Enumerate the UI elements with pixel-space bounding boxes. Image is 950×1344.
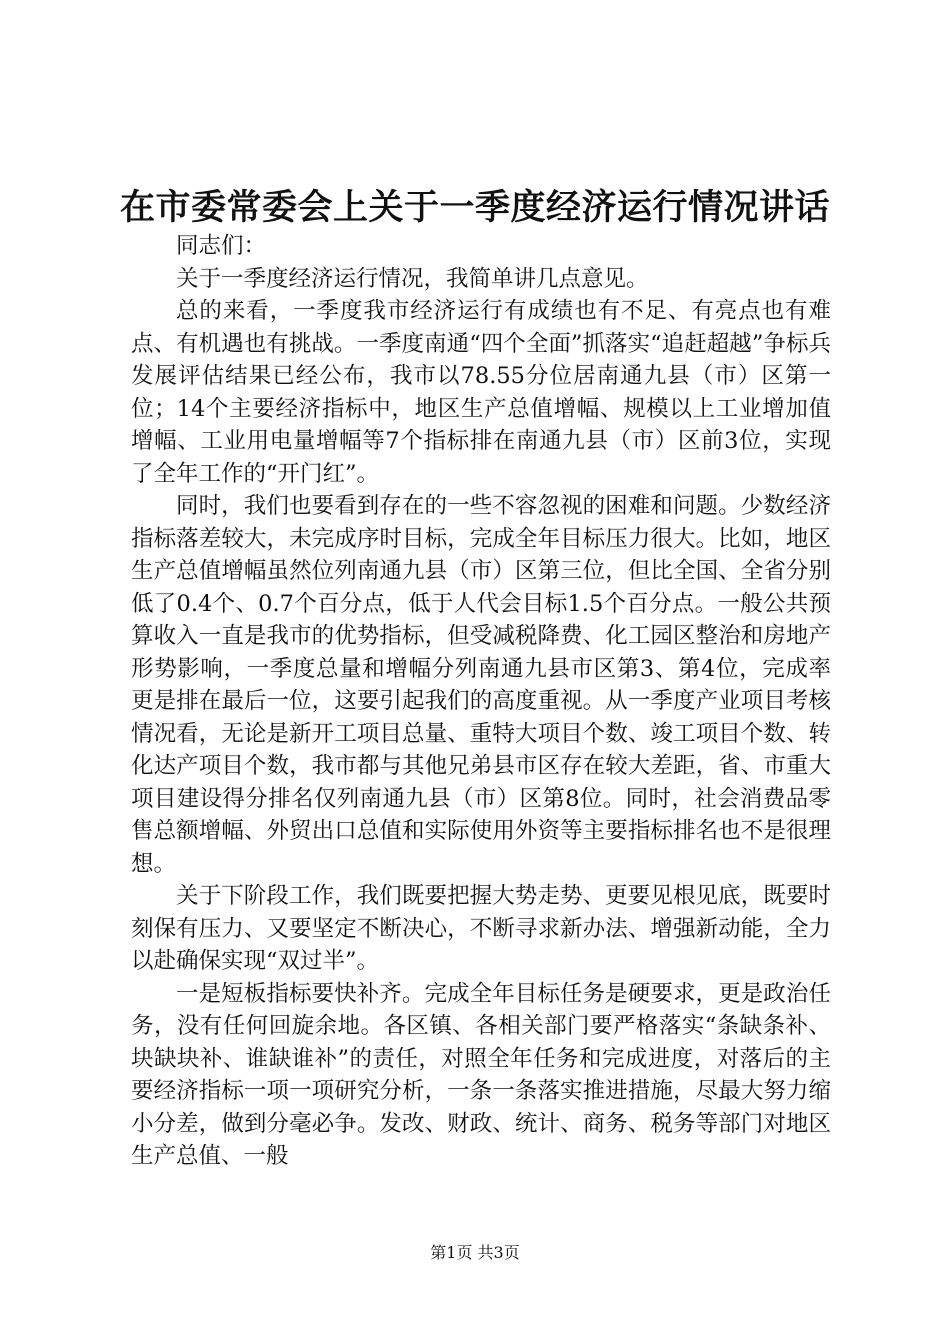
document-body (131, 230, 831, 1173)
page-footer (0, 1243, 950, 1263)
document-title: 在市委常委会上关于一季度经济运行情况讲话 (119, 187, 830, 228)
page-number-total: 共3页 (477, 1243, 520, 1262)
paragraph-next-stage: 关于下阶段工作，我们既要把握大势走势、更要见根见底，既要时刻保有压力、又要坚定不断决心，不断寻求新办法、增强新动能，全力以赴确保实现“双过半”。 (131, 883, 831, 974)
page-number-current: 第1页 (430, 1243, 473, 1262)
paragraph-point-one: 一是短板指标要快补齐。完成全年目标任务是硬要求，更是政治任务，没有任何回旋余地。各区镇、各相关部门要严格落实“条缺条补、块缺块补、谁缺谁补”的责任，对照全年任务和完成进度，对落后的主要经济指标一项一项研究分析，一条一条落实推进措施，尽最大努力缩小分差，做到分毫必争。发改、财政、统计、商务、税务等部门对地区生产总值、一般 (131, 980, 831, 1169)
paragraph-salutation: 同志们： (176, 233, 267, 259)
paragraph-problems: 同时，我们也要看到存在的一些不容忽视的困难和问题。少数经济指标落差较大，未完成序时目标，完成全年目标压力很大。比如，地区生产总值增幅虽然位列南通九县（市）区第三位，但比全国、全省分别低了0.4个、0.7个百分点，低于人代会目标1.5个百分点。一般公共预算收入一直是我市的优势指标，但受减税降费、化工园区整治和房地产形势影响，一季度总量和增幅分列南通九县市区第3、第4位，完成率更是排在最后一位，这要引起我们的高度重视。从一季度产业项目考核情况看，无论是新开工项目总量、重特大项目个数、竣工项目个数、转化达产项目个数，我市都与其他兄弟县市区存在较大差距，省、市重大项目建设得分排名仅列南通九县（市）区第8位。同时，社会消费品零售总额增幅、外贸出口总值和实际使用外资等主要指标排名也不是很理想。 (131, 493, 831, 877)
paragraph-intro: 关于一季度经济运行情况，我简单讲几点意见。 (176, 265, 649, 292)
paragraph-overview: 总的来看，一季度我市经济运行有成绩也有不足、有亮点也有难点、有机遇也有挑战。一季度南通“四个全面”抓落实“追赶超越”争标兵发展评估结果已经公布，我市以78.55分位居南通九县（市）区第一位；14个主要经济指标中，地区生产总值增幅、规模以上工业增加值增幅、工业用电量增幅等7个指标排在南通九县（市）区前3位，实现了全年工作的“开门红”。 (131, 298, 831, 487)
